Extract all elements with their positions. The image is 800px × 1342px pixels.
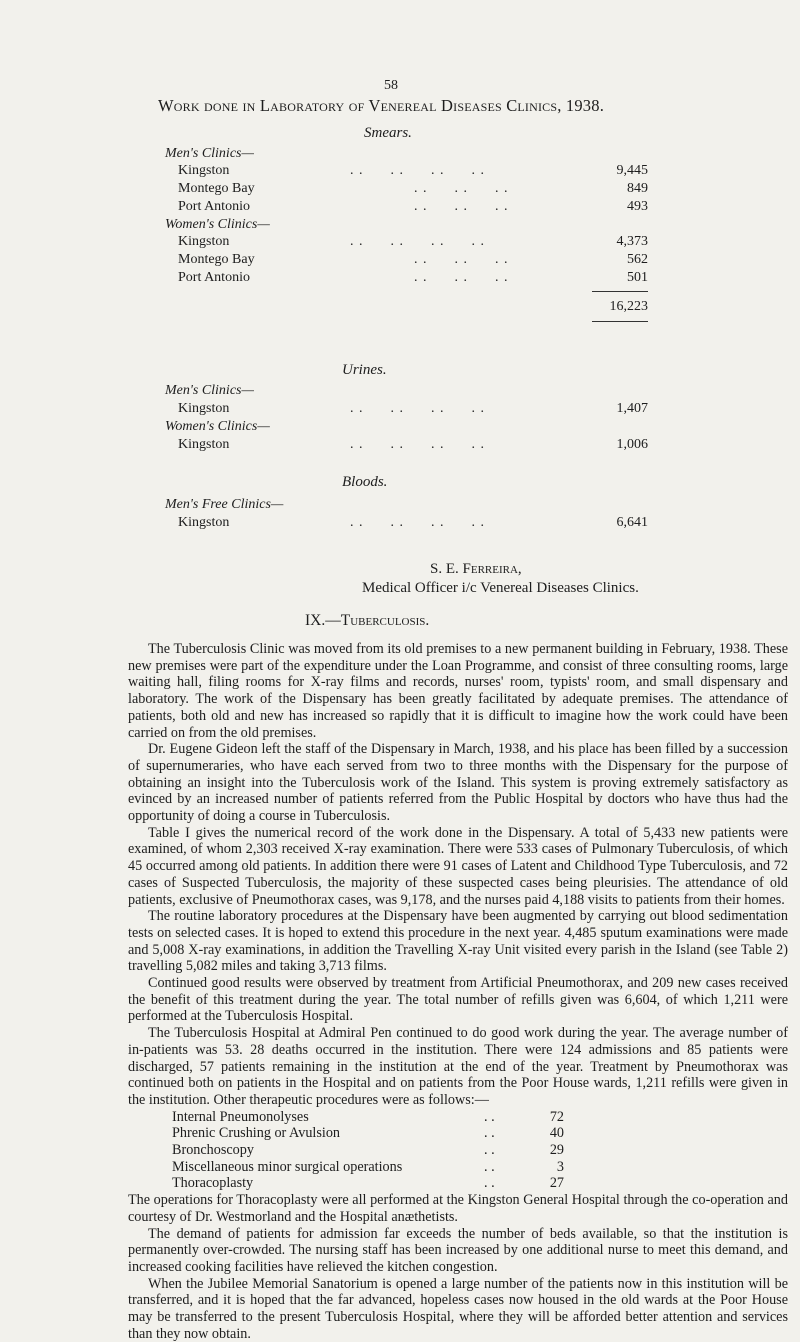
signature-name: S. E. Ferreira, (430, 561, 522, 577)
procedure-count: 27 (549, 1175, 564, 1192)
leader-dots: . . . . . . (414, 199, 509, 214)
smears-row (178, 199, 648, 217)
row-value: 9,445 (616, 163, 648, 178)
total-value: 16,223 (609, 299, 648, 314)
row-place: Port Antonio (178, 199, 250, 214)
leader-dots: . . . . . . (414, 252, 509, 267)
page-title: Work done in Laboratory of Venereal Diseases Clinics, 1938. (158, 96, 605, 115)
row-place: Port Antonio (178, 270, 250, 285)
leader-dots: . . . . . . . . (350, 515, 485, 530)
leader-dots: . . (484, 1175, 495, 1192)
paragraph: The Tuberculosis Clinic was moved from its old premises to a new permanent building in February, 1938. These new premises were part of the expenditure under the Loan Programme, and consist of three consulting rooms, large waiting hall, filing rooms for X-ray films and records, nurses' room, typists' room, and small dispensary and laboratory. The work of the Dispensary has been greatly facilitated by adequate premises. The attendance of patients, both old and new has increased so rapidly that it is difficult to imagine how the work could have been carried on from the old premises. (128, 641, 788, 741)
paragraph: The demand of patients for admission far exceeds the number of beds available, so that the institution is permanently over-crowded. The nursing staff has been increased by one additional nurse to meet this demand, and increased cooking facilities have relieved the kitchen congestion. (128, 1225, 788, 1275)
paragraph: Dr. Eugene Gideon left the staff of the Dispensary in March, 1938, and his place has been filled by a succession of supernumeraries, who have each served from two to three months with the Dispensary for the purpose of obtaining an insight into the Tuberculosis work of the Island. This system is proving extremely satisfactory as evinced by an increased number of patients referred from the Public Hospital by doctors who have thus had the opportunity of doing a course in Tuberculosis. (128, 741, 788, 825)
section-heading: IX.—Tuberculosis. (305, 612, 430, 629)
smears-row (178, 234, 648, 252)
smears-men-label: Men's Clinics— (165, 146, 254, 161)
row-value: 6,641 (616, 515, 648, 530)
urines-heading: Urines. (342, 362, 387, 378)
procedure-name: Internal Pneumonolyses (172, 1108, 309, 1125)
procedure-name: Phrenic Crushing or Avulsion (172, 1125, 341, 1142)
procedure-count: 40 (549, 1125, 564, 1142)
urines-women-label: Women's Clinics— (165, 419, 270, 434)
smears-row (178, 181, 648, 199)
smears-total (178, 299, 648, 317)
row-place: Kingston (178, 163, 230, 178)
procedure-item (128, 1159, 788, 1176)
row-place: Kingston (178, 437, 230, 452)
paragraph: When the Jubilee Memorial Sanatorium is opened a large number of the patients now in this institution will be transferred, and it is hoped that the far advanced, hopeless cases now housed in the old wards at the Poor House may be transferred to the present Tuberculosis Hospital, where they will be afforded better attention and services than they now obtain. (128, 1275, 788, 1342)
paragraph: Continued good results were observed by treatment from Artificial Pneumothorax, and 209 new cases received the benefit of this treatment during the year. The total number of refills given was 6,604, of which 1,211 were performed at the Tuberculosis Hospital. (128, 975, 788, 1025)
smears-women-label: Women's Clinics— (165, 217, 270, 232)
paragraph: Table I gives the numerical record of the work done in the Dispensary. A total of 5,433 new patients were examined, of whom 2,303 received X-ray examination. There were 533 cases of Pulmonary Tuberculosis, of which 45 occurred among old patients. In addition there were 91 cases of Latent and Childhood Type Tuberculosis, and 72 cases of Suspected Tuberculosis, the majority of these suspected cases being pleurisies. The attendance of old patients, exclusive of Pneumothorax cases, was 9,178, and the nurses paid 4,188 visits to patients from their homes. (128, 824, 788, 908)
smears-row (178, 252, 648, 270)
leader-dots: . . . . . . . . (350, 163, 485, 178)
urines-row (178, 401, 648, 419)
procedure-item (128, 1125, 788, 1142)
procedure-item (128, 1109, 788, 1126)
smears-row (178, 270, 648, 288)
row-value: 1,006 (616, 437, 648, 452)
urines-men-label: Men's Clinics— (165, 383, 254, 398)
row-place: Kingston (178, 401, 230, 416)
row-place: Montego Bay (178, 252, 255, 267)
page-number: 58 (384, 78, 398, 93)
paragraph: The Tuberculosis Hospital at Admiral Pen continued to do good work during the year. The average number of in-patients was 53. 28 deaths occurred in the institution. There were 124 admissions and 85 patients were discharged, 57 patients remaining in the institution at the end of the year. Treatment by Pneumothorax was continued both on patients in the Hospital and on patients from the Poor House wards, 1,211 refills were given in the institution. Other therapeutic procedures were as follows:— (128, 1025, 788, 1108)
row-value: 849 (627, 181, 648, 196)
procedures-list (128, 1109, 788, 1192)
body-text (128, 641, 788, 1342)
leader-dots: . . . . . . . . (350, 401, 485, 416)
row-value: 1,407 (616, 401, 648, 416)
procedure-name: Bronchoscopy (172, 1142, 254, 1159)
row-place: Kingston (178, 515, 230, 530)
row-place: Montego Bay (178, 181, 255, 196)
sum-rule (592, 321, 648, 322)
procedure-item (128, 1142, 788, 1159)
smears-row (178, 163, 648, 181)
leader-dots: . . (484, 1158, 495, 1175)
leader-dots: . . (484, 1142, 495, 1159)
paragraph: The operations for Thoracoplasty were all performed at the Kingston General Hospital through the co-operation and courtesy of Dr. Westmorland and the Hospital anæthetists. (128, 1192, 788, 1225)
leader-dots: . . (484, 1108, 495, 1125)
bloods-men-label: Men's Free Clinics— (165, 497, 284, 512)
smears-heading: Smears. (364, 125, 412, 141)
row-place: Kingston (178, 234, 230, 249)
leader-dots: . . . . . . . . (350, 234, 485, 249)
procedure-name: Thoracoplasty (172, 1175, 254, 1192)
leader-dots: . . . . . . . . (350, 437, 485, 452)
row-value: 501 (627, 270, 648, 285)
procedure-count: 29 (549, 1142, 564, 1159)
row-value: 493 (627, 199, 648, 214)
bloods-row (178, 515, 648, 533)
bloods-heading: Bloods. (342, 474, 388, 490)
procedure-item (128, 1175, 788, 1192)
urines-row (178, 437, 648, 455)
row-value: 4,373 (616, 234, 648, 249)
paragraph: The routine laboratory procedures at the Dispensary have been augmented by carrying out blood sedimentation tests on selected cases. It is hoped to extend this procedure in the next year. 4,485 sputum examinations were made and 5,008 X-ray examinations, in addition the Travelling X-ray Unit visited every parish in the Island (see Table 2) travelling 5,082 miles and taking 3,713 films. (128, 908, 788, 975)
leader-dots: . . . . . . (414, 270, 509, 285)
row-value: 562 (627, 252, 648, 267)
leader-dots: . . (484, 1125, 495, 1142)
signature-title: Medical Officer i/c Venereal Diseases Clinics. (362, 580, 639, 596)
leader-dots: . . . . . . (414, 181, 509, 196)
sum-rule (592, 291, 648, 292)
procedure-count: 72 (549, 1108, 564, 1125)
procedure-name: Miscellaneous minor surgical operations (172, 1158, 403, 1175)
procedure-count: 3 (556, 1158, 564, 1175)
